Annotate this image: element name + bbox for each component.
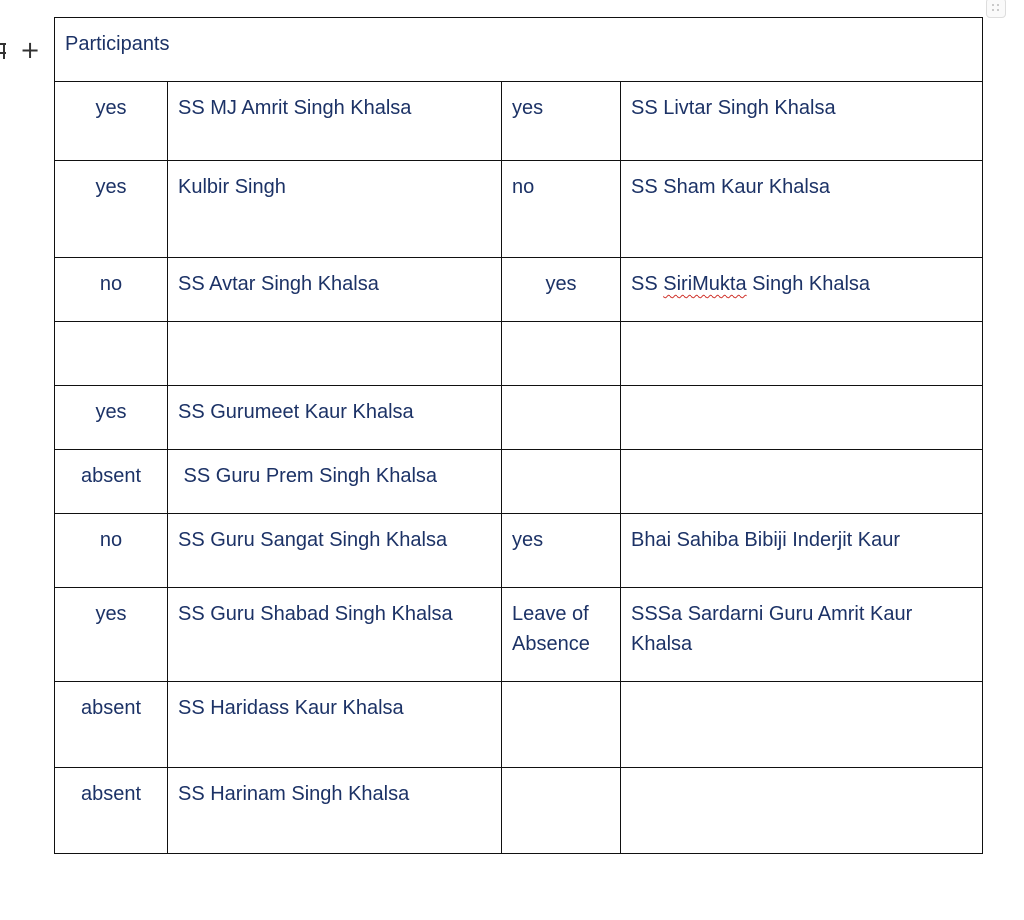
table-row — [55, 258, 983, 322]
name-cell[interactable] — [621, 258, 983, 322]
name-cell[interactable] — [621, 768, 983, 854]
status-cell[interactable]: no — [55, 514, 168, 588]
name-cell[interactable]: SS Avtar Singh Khalsa — [168, 258, 502, 322]
status-cell[interactable] — [502, 768, 621, 854]
name-part: Singh Khalsa — [746, 273, 871, 295]
status-cell[interactable] — [55, 322, 168, 386]
name-cell[interactable]: SS Guru Shabad Singh Khalsa — [168, 588, 502, 682]
name-part: SS — [631, 273, 664, 295]
grip-icon[interactable] — [986, 0, 1006, 18]
status-cell[interactable]: no — [502, 161, 621, 258]
name-cell[interactable]: SS Gurumeet Kaur Khalsa — [168, 386, 502, 450]
name-cell[interactable] — [168, 322, 502, 386]
table-edge-toolbar — [0, 28, 52, 72]
status-cell[interactable]: absent — [55, 450, 168, 514]
status-cell[interactable]: yes — [502, 514, 621, 588]
name-cell[interactable]: SS Haridass Kaur Khalsa — [168, 682, 502, 768]
status-cell[interactable]: yes — [55, 161, 168, 258]
status-cell[interactable]: no — [55, 258, 168, 322]
table-row — [55, 386, 983, 450]
table-header-cell[interactable]: Participants — [55, 18, 983, 82]
status-cell[interactable]: yes — [502, 82, 621, 161]
table-row — [55, 514, 983, 588]
table-header-row — [55, 18, 983, 82]
table-row — [55, 450, 983, 514]
misspelled-word[interactable]: SiriMukta — [663, 273, 747, 295]
table-row — [55, 588, 983, 682]
table-row — [55, 682, 983, 768]
name-cell[interactable]: SS Livtar Singh Khalsa — [621, 82, 983, 161]
status-cell[interactable] — [502, 386, 621, 450]
status-cell[interactable]: yes — [55, 82, 168, 161]
status-cell[interactable]: absent — [55, 768, 168, 854]
table-row — [55, 82, 983, 161]
status-cell[interactable] — [502, 682, 621, 768]
name-cell[interactable]: SS MJ Amrit Singh Khalsa — [168, 82, 502, 161]
name-cell[interactable]: SSSa Sardarni Guru Amrit Kaur Khalsa — [621, 588, 983, 682]
pin-icon[interactable] — [0, 40, 8, 60]
table-row — [55, 322, 983, 386]
name-cell[interactable]: SS Sham Kaur Khalsa — [621, 161, 983, 258]
table-row — [55, 768, 983, 854]
participants-table — [54, 17, 983, 854]
status-cell[interactable]: Leave of Absence — [502, 588, 621, 682]
plus-icon[interactable]: + — [20, 36, 41, 64]
name-cell[interactable]: Bhai Sahiba Bibiji Inderjit Kaur — [621, 514, 983, 588]
status-cell[interactable]: yes — [502, 258, 621, 322]
status-cell[interactable]: absent — [55, 682, 168, 768]
table-row — [55, 161, 983, 258]
status-cell[interactable]: yes — [55, 588, 168, 682]
name-cell[interactable] — [621, 450, 983, 514]
name-cell[interactable]: SS Harinam Singh Khalsa — [168, 768, 502, 854]
name-cell[interactable]: SS Guru Prem Singh Khalsa — [168, 450, 502, 514]
name-cell[interactable] — [621, 322, 983, 386]
status-cell[interactable]: yes — [55, 386, 168, 450]
status-cell[interactable] — [502, 322, 621, 386]
status-cell[interactable] — [502, 450, 621, 514]
name-cell[interactable]: Kulbir Singh — [168, 161, 502, 258]
name-cell[interactable]: SS Guru Sangat Singh Khalsa — [168, 514, 502, 588]
name-cell[interactable] — [621, 682, 983, 768]
name-cell[interactable] — [621, 386, 983, 450]
